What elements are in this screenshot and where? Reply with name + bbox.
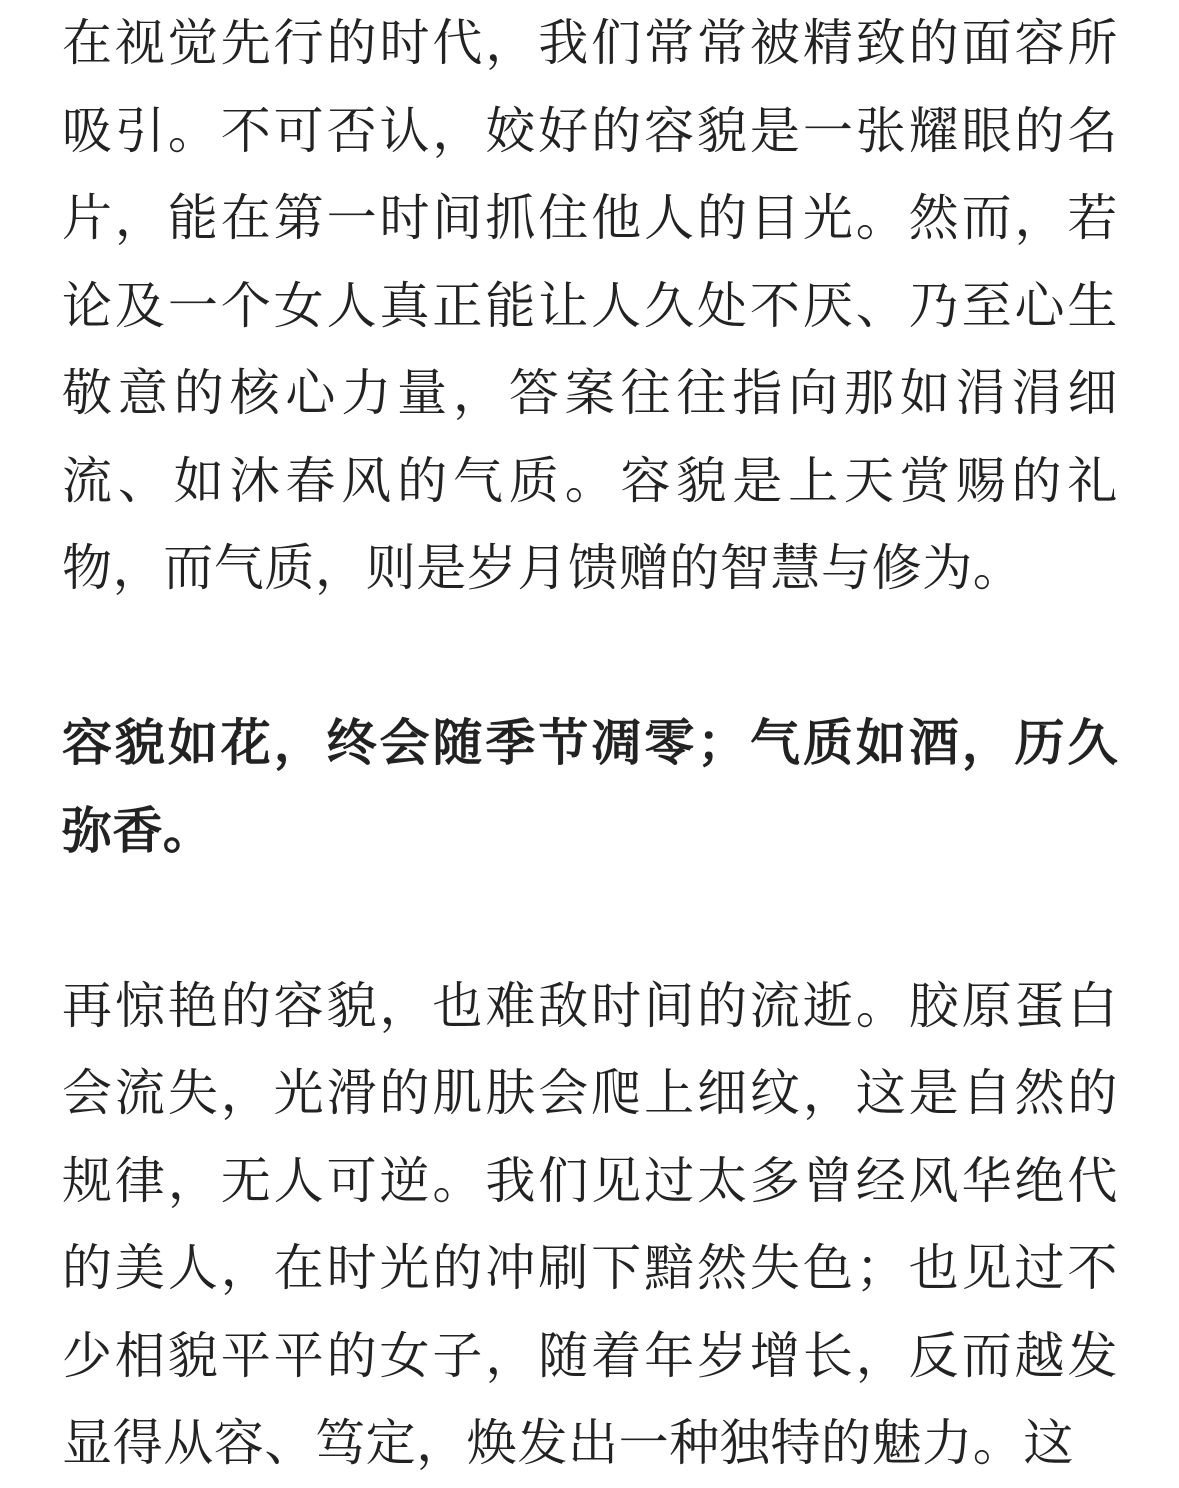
paragraph-spacer <box>62 613 1118 701</box>
body-paragraph: 再惊艳的容貌，也难敌时间的流逝。胶原蛋白会流失，光滑的肌肤会爬上细纹，这是自然的规律，无人可逆。我们见过太多曾经风华绝代的美人，在时光的冲刷下黯然失色；也见过不少相貌平平的女子，随着年岁增长，反而越发显得从容、笃定，焕发出一种独特的魅力。这 <box>62 976 1118 1472</box>
intro-paragraph: 在视觉先行的时代，我们常常被精致的面容所吸引。不可否认，姣好的容貌是一张耀眼的名片，能在第一时间抓住他人的目光。然而，若论及一个女人真正能让人久处不厌、乃至心生敬意的核心力量，答案往往指向那如涓涓细流、如沐春风的气质。容貌是上天赏赐的礼物，而气质，则是岁月馈赠的智慧与修为。 <box>62 14 1118 597</box>
paragraph-spacer <box>62 875 1118 963</box>
highlight-paragraph: 容貌如花，终会随季节凋零；气质如酒，历久弥香。 <box>62 714 1118 860</box>
article-body <box>62 0 1118 1488</box>
